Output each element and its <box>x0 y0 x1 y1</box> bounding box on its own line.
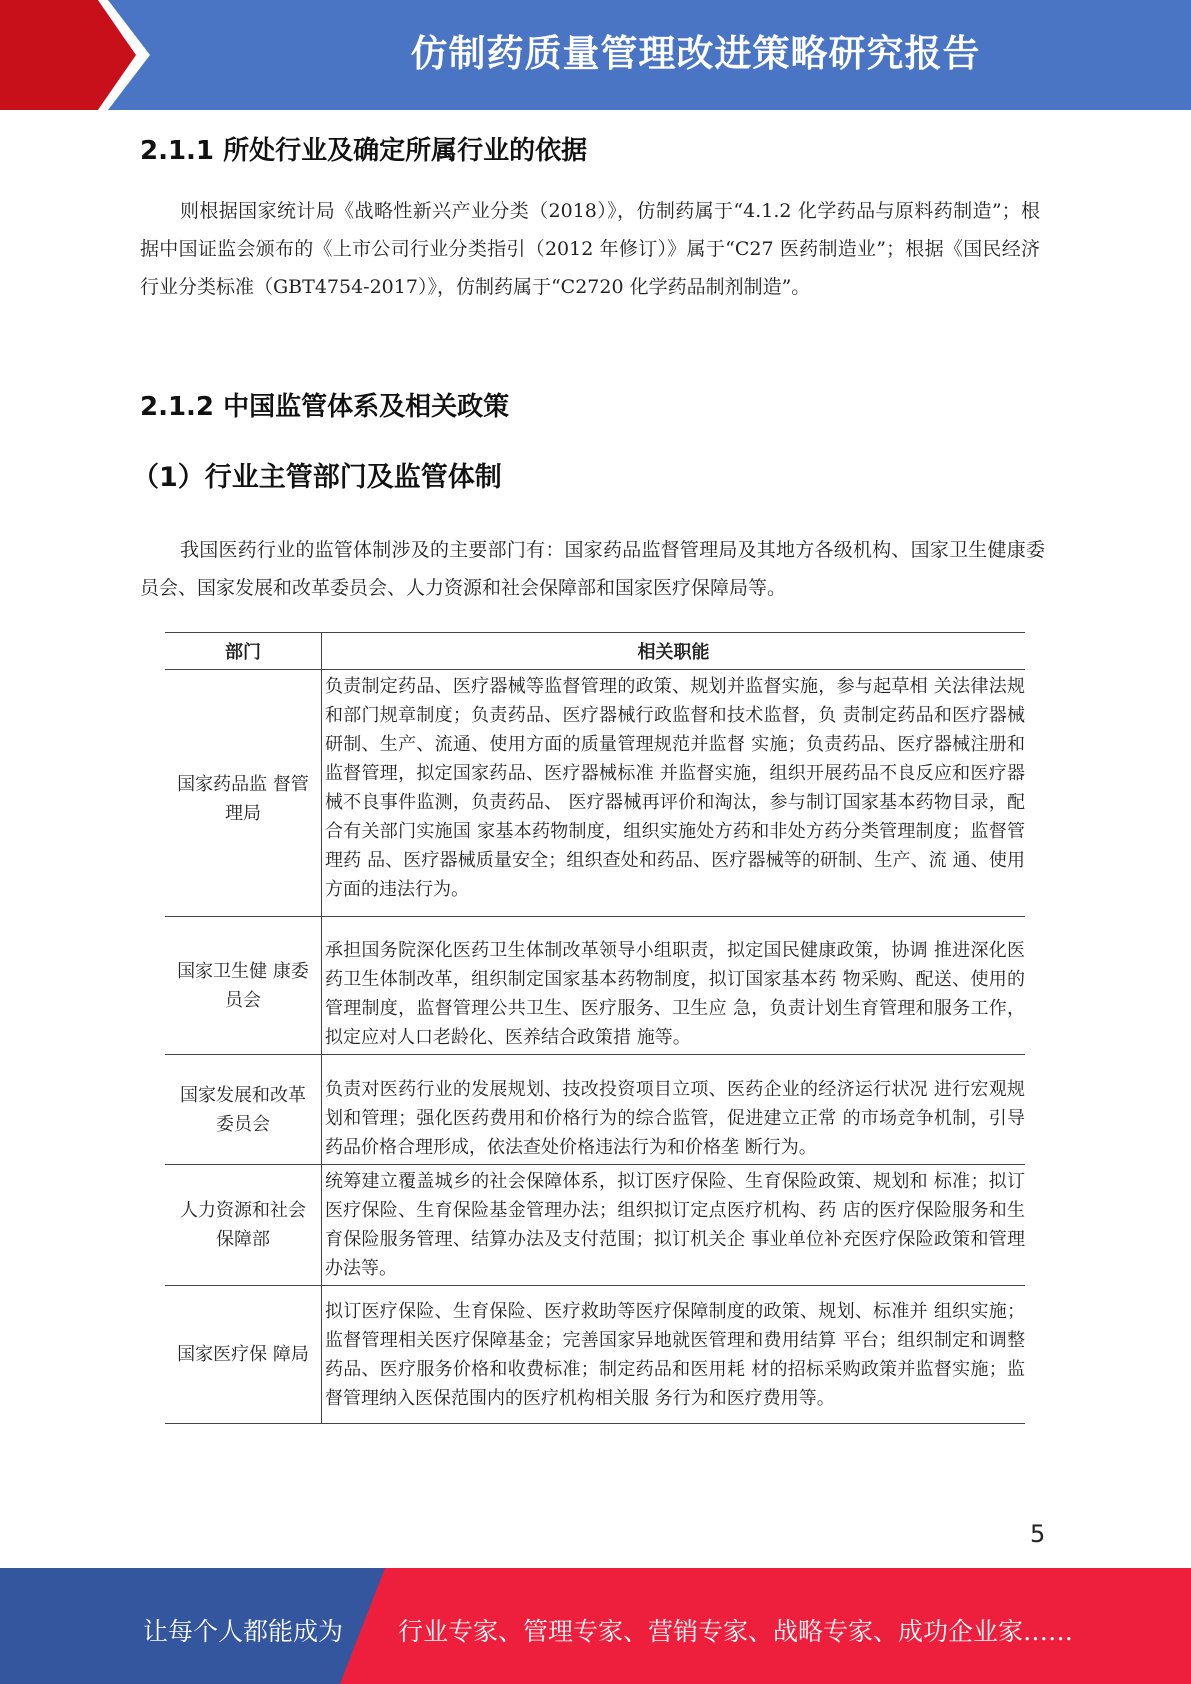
section-heading-2-1-1: 2.1.1 所处行业及确定所属行业的依据 <box>140 136 588 166</box>
subsection-1-paragraph: 我国医药行业的监管体制涉及的主要部门有：国家药品监督管理局及其地方各级机构、国家卫生健康委员会、国家发展和改革委员会、人力资源和社会保障部和国家医疗保障局等。 <box>140 539 1045 599</box>
regulatory-departments-table <box>165 632 1025 1424</box>
function-cell: 统筹建立覆盖城乡的社会保障体系，拟订医疗保险、生育保险政策、规划和 标准；拟订医疗保险、生育保险基金管理办法；组织拟订定点医疗机构、药 店的医疗保险服务和生育保险服务管理、结算办法及支付范围；拟订机关企 事业单位补充医疗保险政策和管理办法等。 <box>322 1165 1026 1286</box>
table-row <box>165 917 1025 1055</box>
table-row <box>165 1286 1025 1424</box>
table-row <box>165 1165 1025 1286</box>
function-cell: 负责制定药品、医疗器械等监督管理的政策、规划并监督实施，参与起草相 关法律法规和部门规章制度；负责药品、医疗器械行政监督和技术监督，负 责制定药品和医疗器械研制、生产、流通、使用方面的质量管理规范并监督 实施；负责药品、医疗器械注册和监督管理，拟定国家药品、医疗器械标准 并监督实施，组织开展药品不良反应和医疗器械不良事件监测，负责药品、 医疗器械再评价和淘汰，参与制订国家基本药物目录，配合有关部门实施国 家基本药物制度，组织实施处方药和非处方药分类管理制度；监督管理药 品、医疗器械质量安全；组织查处和药品、医疗器械等的研制、生产、流 通、使用方面的违法行为。 <box>322 670 1026 917</box>
function-cell: 拟订医疗保险、生育保险、医疗救助等医疗保障制度的政策、规划、标准并 组织实施；监督管理相关医疗保障基金；完善国家异地就医管理和费用结算 平台；组织制定和调整药品、医疗服务价格和收费标准；制定药品和医用耗 材的招标采购政策并监督实施；监督管理纳入医保范围内的医疗机构相关服 务行为和医疗费用等。 <box>322 1286 1026 1424</box>
function-cell: 承担国务院深化医药卫生体制改革领导小组职责，拟定国民健康政策，协调 推进深化医药卫生体制改革，组织制定国家基本药物制度，拟订国家基本药 物采购、配送、使用的管理制度，监督管理公共卫生、医疗服务、卫生应 急，负责计划生育管理和服务工作，拟定应对人口老龄化、医养结合政策措 施等。 <box>322 917 1026 1055</box>
dept-cell: 人力资源和社会保障部 <box>165 1165 322 1286</box>
report-title: 仿制药质量管理改进策略研究报告 <box>410 32 981 75</box>
section-2-1-1-paragraph: 则根据国家统计局《战略性新兴产业分类（2018）》，仿制药属于“4.1.2 化学药品与原料药制造”；根据中国证监会颁布的《上市公司行业分类指引（2012 年修订）》属于“C27 医药制造业”；根据《国民经济行业分类标准（GBT4754-2017）》，仿制药属于“C2720 化学药品制剂制造”。 <box>140 200 1040 298</box>
table-header-row <box>165 633 1025 670</box>
table-header-functions: 相关职能 <box>322 633 1026 670</box>
dept-cell: 国家发展和改革委员会 <box>165 1055 322 1165</box>
section-heading-2-1-2: 2.1.2 中国监管体系及相关政策 <box>140 392 510 422</box>
page-number: 5 <box>1030 1520 1046 1548</box>
page-footer <box>0 1568 1191 1684</box>
table-row <box>165 1055 1025 1165</box>
footer-slogan-left: 让每个人都能成为 <box>143 1617 344 1646</box>
dept-cell: 国家卫生健 康委员会 <box>165 917 322 1055</box>
table-row <box>165 670 1025 917</box>
subsection-heading-1: （1）行业主管部门及监管体制 <box>132 462 502 493</box>
table-header-department: 部门 <box>165 633 322 670</box>
dept-cell: 国家药品监 督管理局 <box>165 670 322 917</box>
page-header <box>0 0 1191 110</box>
footer-slogan-right: 行业专家、管理专家、营销专家、战略专家、成功企业家…… <box>398 1617 1074 1646</box>
function-cell: 负责对医药行业的发展规划、技改投资项目立项、医药企业的经济运行状况 进行宏观规划和管理；强化医药费用和价格行为的综合监管，促进建立正常 的市场竞争机制，引导药品价格合理形成，依法查处价格违法行为和价格垄 断行为。 <box>322 1055 1026 1165</box>
dept-cell: 国家医疗保 障局 <box>165 1286 322 1424</box>
